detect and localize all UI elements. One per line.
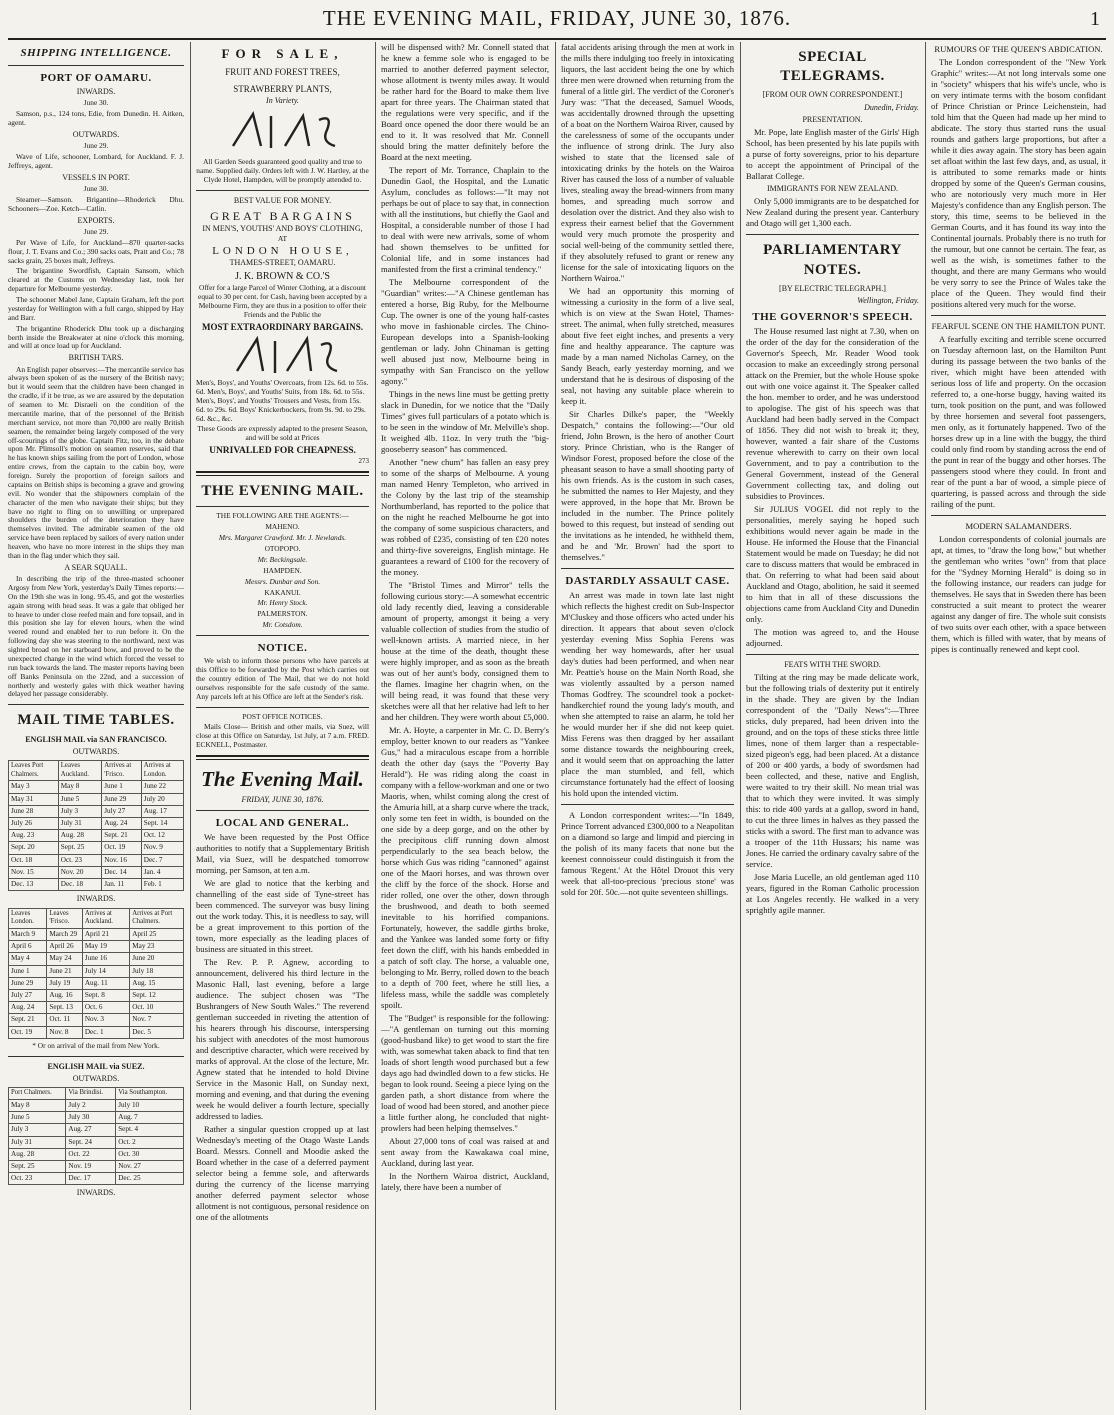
table-row bbox=[9, 1161, 184, 1173]
table-row bbox=[9, 1173, 184, 1185]
shipping-paragraph: The brigantine Rhoderick Dhu took up a discharging berth inside the Breakwater at nine o'clock this morning, and will at once load up for Auckland. bbox=[8, 323, 184, 351]
table-cell: Jan. 11 bbox=[102, 879, 142, 891]
handwritten-mark bbox=[196, 106, 369, 158]
sf-inwards-table bbox=[8, 908, 184, 1039]
inwards-date: June 30. bbox=[83, 98, 109, 108]
table-header-cell: Leaves Port Chalmers. bbox=[9, 760, 59, 780]
table-header-cell: Arrives at London. bbox=[141, 760, 183, 780]
parliamentary-sub: [BY ELECTRIC TELEGRAPH.] bbox=[779, 283, 886, 293]
table-row bbox=[9, 1099, 184, 1111]
inwards-text: Samson, p.s., 124 tons, Edie, from Dunedin. H. Aitken, agent. bbox=[8, 109, 184, 128]
fruit-trees-label: FRUIT AND FOREST TREES, bbox=[225, 66, 340, 77]
agent-name: Mr. Henry Stock. bbox=[257, 598, 308, 608]
outwards-date: June 29. bbox=[83, 141, 109, 151]
vessels-heading: VESSELS IN PORT. bbox=[62, 172, 130, 182]
vogel-text: Sir JULIUS VOGEL did not reply to the personalities, merely saying he hoped such exhibitions would never again be made in the House. He informed the House that the Financial Statement would be made on Tuesday; he did not care to discuss matters that would be embraced in that. On referring to what had been said about Auckland and Otago, abolition, he said it seemed to him that in all of these discussions the objections came from Auckland City and Dunedin only. bbox=[746, 504, 919, 625]
article-paragraph: Mr. A. Hoyte, a carpenter in Mr. C. D. Berry's employ, better known to our readers as "Yankee Gus," had a miraculous escape from a horrible death the other day (says the "Poverty Bay Herald"). He was riding along the coast in company with a fellow-workman and one or two Maoris, when, whilst coming along the crest of the Amuria hill, at a sharp curve where the track, only some ten feet in width, is bounded on the one side by a deep gorge, and on the other by the precipitous cliff running down almost perpendicularly to the sea beach below, the horse which Gus was riding "cannoned" against one of the Maori horses, and was thrown over the cliff by the force of the shock. Horse and rider rolled, one over the other, down through the brushwood, and death to both seemed inevitable to his horrified companions. Fortunately, however, the saddle girths broke, and the Yankee was landed some forty or fifty feet down the cliff, with his hands embedded in a patch of soft clay. The horse, a valuable one, belonging to Mr. Berry, rolled down to the beach to a depth of 700 feet, where he still lies, a lifeless mass, while the saddle was completely spoilt. bbox=[381, 725, 549, 1010]
agent-place: MAHENO. bbox=[265, 522, 300, 532]
column-divider bbox=[190, 42, 191, 1410]
table-cell: Dec. 7 bbox=[141, 854, 183, 866]
table-cell: Oct. 10 bbox=[130, 1002, 184, 1014]
table-cell: Aug. 15 bbox=[130, 977, 184, 989]
local-general-heading: LOCAL AND GENERAL. bbox=[215, 817, 350, 830]
divider bbox=[8, 1056, 184, 1057]
table-cell: Sept. 8 bbox=[82, 990, 129, 1002]
table-cell: April 21 bbox=[82, 928, 129, 940]
table-cell: Nov. 20 bbox=[58, 866, 101, 878]
agent-name: Messrs. Dunbar and Son. bbox=[244, 576, 321, 586]
table-cell: June 22 bbox=[141, 781, 183, 793]
table-cell: Nov. 16 bbox=[102, 854, 142, 866]
lucelle-text: Jose Maria Lucelle, an old gentleman aged 110 years, figured in the Roman Catholic procession at Los Angeles recently. He walked in a very sprightly agile manner. bbox=[746, 872, 919, 916]
table-cell: Oct. 18 bbox=[9, 854, 59, 866]
table-cell: Nov. 9 bbox=[141, 842, 183, 854]
agent-place: HAMPDEN. bbox=[263, 565, 302, 575]
table-cell: July 30 bbox=[66, 1112, 116, 1124]
table-cell: Oct. 19 bbox=[102, 842, 142, 854]
brown-co-heading: J. K. BROWN & CO.'S bbox=[235, 271, 330, 283]
table-row bbox=[9, 1136, 184, 1148]
exports-date: June 29. bbox=[83, 226, 109, 236]
diamond-text: A London correspondent writes:—"In 1849, Prince Torrent advanced £300,000 to a Neapolitan on a diamond so large and limpid and piercing in the polish of its many facets that none but the keenest connoisseur could distinguish it from the famous 'Regent.' At the Hôtel Drouot this very week that all-too-precious 'precious stone' was sold for 20f. 50c.—not quite seventeen shillings. bbox=[561, 810, 734, 898]
table-cell: June 29 bbox=[9, 977, 47, 989]
table-row bbox=[9, 941, 184, 953]
table-row bbox=[9, 928, 184, 940]
table-cell: June 29 bbox=[102, 793, 142, 805]
table-cell: June 28 bbox=[9, 805, 59, 817]
rumours-text: The London correspondent of the "New York Graphic" writes:—At not long intervals some one in "society" whispers that his wife's uncle, who is on very intimate terms with the bosom confidant of Prince Christian or Prince Leichenstein, had told him that the Queen had made up her mind to abdicate. The story thus started runs the usual rounds and gathers large proportions, but after a while it dies away again. The story has been again set afloat within the last few days, and, as usual, it is attributed to some remarks made or hints dropped by some of the Queen's German cousins, who are notoriously very much more in Her Majesty's confidence than any English person. The story, this time, seems to be believed in the German Courts, and it has found its way into the Continental journals. Probably there is no truth for the rumour, but one cannot be certain. The fear, as well as the wish, is sometimes father to the thought, and there are many Germans who would be very sorry to see the Prince of Wales take the place of the Queen. They would find their positions altered very much for the worse. bbox=[931, 57, 1106, 309]
table-cell: May 19 bbox=[82, 941, 129, 953]
masthead-rule bbox=[8, 38, 1106, 40]
wellington-dateline: Wellington, Friday. bbox=[857, 295, 919, 305]
motion-text: The motion was agreed to, and the House adjourned. bbox=[746, 627, 919, 649]
table-cell: Nov. 15 bbox=[9, 866, 59, 878]
table-cell: July 31 bbox=[9, 1136, 66, 1148]
mens-clothing-line: IN MEN'S, YOUTHS' AND BOYS' CLOTHING, bbox=[202, 224, 363, 234]
salamanders-text: London correspondents of colonial journals are apt, at times, to "draw the long bow," but whether the gentleman who writes "own" from that place for the "Sydney Morning Herald" is doing so in the following instance, our readers can judge for themselves. He says that in Sweden there has been constructed a suit meant to protect the wearer against any danger of fire. The whole suit consists of two suits over each other, with a space between them, which is filled with water, that by means of pipes is continually renewed and kept cool. bbox=[931, 534, 1106, 654]
table-row bbox=[9, 781, 184, 793]
divider bbox=[931, 515, 1106, 516]
table-cell: Sept. 24 bbox=[66, 1136, 116, 1148]
shipping-paragraph: The schooner Mabel Jane, Captain Graham, left the port yesterday for Wellington with a full cargo, shipped by Hay and Barr. bbox=[8, 295, 184, 322]
table-row bbox=[9, 866, 184, 878]
table-header-cell: Port Chalmers. bbox=[9, 1088, 66, 1100]
table-cell: Dec. 18 bbox=[58, 879, 101, 891]
table-row bbox=[9, 1148, 184, 1160]
prices-text: Men's, Boys', and Youths' Overcoats, from 12s. 6d. to 55s. 6d. Men's, Boys', and Youths' Suits, from 18s. 6d. to 55s. Men's, Boys', and Youths' Trousers and Vests, from 15s. 6d. to 29s. 6d. Boys' Knickerbockers, from 9s. 9d. to 29s. 6d. &c., &c. bbox=[196, 378, 369, 423]
agent-name: Mrs. Margaret Crawford. Mr. J. Newlands. bbox=[218, 533, 347, 543]
sf-inwards-heading: INWARDS. bbox=[76, 894, 116, 904]
table-header-cell: Arrives at Auckland. bbox=[82, 908, 129, 928]
presentation-text: Mr. Pope, late English master of the Girls' High School, has been presented by his late pupils with a purse of forty sovereigns, prior to his departure to accept the appointment of Principal of the Ballarat College. bbox=[746, 127, 919, 182]
gothic-masthead: The Evening Mail. bbox=[201, 767, 364, 792]
table-cell: Dec. 13 bbox=[9, 879, 59, 891]
table-cell: Oct. 12 bbox=[141, 830, 183, 842]
table-cell: Aug. 17 bbox=[141, 805, 183, 817]
divider bbox=[196, 471, 369, 476]
immigrants-heading: IMMIGRANTS FOR NEW ZEALAND. bbox=[767, 184, 898, 194]
at-line: AT bbox=[277, 234, 288, 244]
divider bbox=[196, 810, 369, 811]
table-row bbox=[9, 805, 184, 817]
table-cell: July 3 bbox=[9, 1124, 66, 1136]
telegrams-heading: SPECIAL TELEGRAMS. bbox=[780, 49, 885, 85]
outwards-heading: OUTWARDS. bbox=[72, 130, 120, 140]
divider bbox=[746, 654, 919, 655]
london-house-heading: LONDON HOUSE, bbox=[212, 244, 353, 257]
table-header-cell: Arrives at Port Chalmers. bbox=[130, 908, 184, 928]
divider bbox=[196, 506, 369, 507]
table-cell: Sept. 21 bbox=[102, 830, 142, 842]
article-paragraph: Sir Charles Dilke's paper, the "Weekly Despatch," contains the following:—"Our old friend, John Brown, is the hero of another Court story. Prince Christian, who is the Ranger of Windsor Forest, proposed before the close of the pheasant season to have a small shooting party of his own friends. As is the custom in such cases, he submitted the names to Her Majesty, and they were approved, in the hope that Mr. Brown be included in the number. The Prince politely bowed to this request, but instead of sending out the invitations as he intended, he withheld them, and he and 'Mr. Brown' had the sport to themselves." bbox=[561, 409, 734, 562]
table-cell: June 21 bbox=[47, 965, 82, 977]
agent-place: OTOPOPO. bbox=[264, 544, 301, 554]
exports-text: Per Wave of Life, for Auckland—870 quarter-sacks flour, J. T. Evans and Co.; 390 sacks oats, Pratt and Co.; 78 sacks grain, 25 boxes malt, Jeffreys. bbox=[8, 237, 184, 265]
brown-text: Offer for a large Parcel of Winter Clothing, at a discount equal to 30 per cent. for Cash, having been accepted by a Melbourne Firm, they are thus in a position to offer their Friends and the Public the bbox=[198, 283, 367, 319]
divider bbox=[8, 65, 184, 66]
table-row bbox=[9, 1014, 184, 1026]
article-paragraph: The "Budget" is responsible for the following:—"A gentleman on turning out this morning (good-husband like) to get wood to start the fire with, was somewhat taken aback to find that ten loads of short length wood purchased but a few days ago had dwindled down to a few sticks. He began to look round. Seeing a piece lying on the garden path, a short distance from where the load of wood had been stored, and another piece a little further along, he concluded that night-prowlers had been helping themselves." bbox=[381, 1013, 549, 1133]
table-cell: April 25 bbox=[130, 928, 184, 940]
table-cell: Sept. 13 bbox=[47, 1002, 82, 1014]
strawberry-label: STRAWBERRY PLANTS, bbox=[233, 84, 332, 95]
governor-text: The House resumed last night at 7.30, when on the order of the day for the consideration of the Governor's Speech, Mr. Reader Wood took occasion to make an exceedingly strong personal attack on the Premier, but the whole House spoke out with one voice against it. The Speaker called the hon. member to order, and he was understood to apologise. The gist of his speech was that Auckland had been badly served in the Compact of 1856. They did not wish to break it; they, however, wanted a fair share of the Customs revenue wherewith to carry on their own local Government, and to pay a contribution to the General Government, instead of the General Government collecting tax, and doling out subsidies to Provinces. bbox=[746, 326, 919, 502]
table-header-cell: Leaves 'Frisco. bbox=[47, 908, 82, 928]
table-cell: Sept. 12 bbox=[130, 990, 184, 1002]
divider bbox=[931, 315, 1106, 316]
table-cell: July 27 bbox=[9, 990, 47, 1002]
article-paragraph: The Melbourne correspondent of the "Guardian" writes:—"A Chinese gentleman has entered a horse, Big Ruby, for the Melbourne Cup. The owner is one of the young half-castes who move in fashionable circles. The Chino-European develops into a Spanish-looking gentleman or lady. John Chinaman is getting well abused just now, Melbourne being in sympathy with San Francisco on the yellow agony." bbox=[381, 277, 549, 386]
column-6 bbox=[931, 42, 1106, 1410]
sword-heading: FEATS WITH THE SWORD. bbox=[784, 660, 881, 670]
table-cell: Sept. 20 bbox=[9, 842, 59, 854]
suez-mail-heading: ENGLISH MAIL via SUEZ. bbox=[47, 1061, 145, 1071]
column-divider bbox=[375, 42, 376, 1410]
table-header-cell: Leaves London. bbox=[9, 908, 47, 928]
table-cell: May 8 bbox=[58, 781, 101, 793]
sea-squall-heading: A SEAR SQUALL. bbox=[64, 562, 128, 572]
table-row bbox=[9, 1002, 184, 1014]
table-cell: Nov. 7 bbox=[130, 1014, 184, 1026]
post-notice-text: Mails Close— British and other mails, via Suez, will close at this Office on Saturday, 1st July, at 7 a.m. FRED. ECKNELL, Postmaster. bbox=[196, 722, 369, 750]
table-cell: May 31 bbox=[9, 793, 59, 805]
table-cell: Aug. 24 bbox=[9, 1002, 47, 1014]
divider bbox=[196, 755, 369, 760]
column-divider bbox=[555, 42, 556, 1410]
article-paragraph: The "Bristol Times and Mirror" tells the following curious story:—A somewhat eccentric old lady recently died, leaving a considerable amount of property, amongst it being a very valuable collection of studies from the studio of well-known artists. A married niece, in her house at the time of the death, thought these were highly improper, and as soon as the breath was out of her aunt's body, consigned them to the flames. Imagine her chagrin when, on the will being read, it was found that these very sketches were all that her relative had left to her and her children. They were worth about £5,000. bbox=[381, 580, 549, 722]
table-row bbox=[9, 830, 184, 842]
table-cell: Dec. 5 bbox=[130, 1026, 184, 1038]
outwards-text: Wave of Life, schooner, Lombard, for Auckland. F. J. Jeffreys, agent. bbox=[8, 152, 184, 170]
salamanders-heading: MODERN SALAMANDERS. bbox=[965, 521, 1072, 531]
assault-text: An arrest was made in town late last night which reflects the highest credit on Sub-Inspector M'Cluskey and those officers who acted under his direction. It appears that about seven o'clock yesterday evening Miss Sophia Ferens was wending her way homewards, after her usual day's duties had been performed, and when near Mr. Peattie's house on the Main North Road, she was violently assaulted by a person named Thomas Godfrey. The scoundrel took a pocket-handkerchief round the young lady's mouth, and when she attempted to raise an alarm, he told her he would murder her if she did not keep quiet. Miss Ferens was then dragged by her assailant some distance towards the neighbouring creek, and it would seem that on approaching the latter place the man stumbled, and fell, which circumstance fortunately had the effect of loosing his hold upon the intended victim. bbox=[561, 590, 734, 799]
article-paragraph: Another "new chum" has fallen an easy prey to some of the sharps of Melbourne. A young man named Henry Templeton, who arrived in the Colony by the last trip of the steamship Northumberland, has reported to the police that on the night he reached Melbourne he got into the company of some suspicious characters, and was robbed of £235, consisting of ten £20 notes and thirty-five sovereigns, English mintage. He guarantees a reward of £100 for the recovery of the money. bbox=[381, 457, 549, 577]
sf-mail-heading: ENGLISH MAIL via SAN FRANCISCO. bbox=[25, 734, 167, 744]
table-cell: Sept. 21 bbox=[9, 1014, 47, 1026]
page-number-mark: 1 bbox=[1090, 8, 1100, 30]
table-cell: March 9 bbox=[9, 928, 47, 940]
table-cell: May 23 bbox=[130, 941, 184, 953]
table-cell: July 31 bbox=[58, 818, 101, 830]
governor-heading: THE GOVERNOR'S SPEECH. bbox=[752, 311, 913, 324]
exports-heading: EXPORTS. bbox=[77, 215, 115, 225]
table-row bbox=[9, 1112, 184, 1124]
table-cell: Oct. 6 bbox=[82, 1002, 129, 1014]
best-value-line: BEST VALUE FOR MONEY. bbox=[233, 195, 332, 205]
agent-name: Mr. Cotsdom. bbox=[262, 620, 303, 630]
table-row bbox=[9, 977, 184, 989]
column-5 bbox=[746, 42, 919, 1410]
column-1 bbox=[8, 42, 184, 1410]
table-row bbox=[9, 965, 184, 977]
notice-text: We wish to inform those persons who have parcels at this Office to be forwarded by the Post which carries out the country edition of The Mail, that we do not hold ourselves responsible for the safe custody of the same. Any parcels left at his Office are left at the Sender's risk. bbox=[196, 656, 369, 701]
strawberry-sub: In Variety. bbox=[266, 95, 299, 105]
for-sale-heading: FOR SALE, bbox=[221, 46, 344, 61]
column-3 bbox=[381, 42, 549, 1410]
british-tars-text: An English paper observes:—The mercantile service has always been spoken of as the nursery of the British navy; but it would seem that the children have been changed in the cradle, if it be true, as we are assured by the deputation of seamen to Mr. Disraeli on the condition of the mercantile marine, that of the personnel of the British merchant service, not more than 70,000 are really British seamen, the remainder being largely composed of the very off-scourings of the globe. Captain Fitz, too, in the debate upon Mr. Plimsoll's motion on seamen reserves, said that he has known ships sailing from the port of London, whose entire crews, from the captain to the cabin boy, were foreign. Surely the proportion of foreign sailors and captains on British ships is becoming a grave and growing evil. No wonder that the shipowners complain of the character of the men who navigate their ships; but they have no right to fling on to unwilling or unprepared shoulders the burden of the deterioration they have themselves invited. The admirable seamen of the old service have been replaced by sailors of every nation under heaven, who have no more interest in the ships they man than in the flag under which they sail. bbox=[8, 364, 184, 560]
table-cell: Sept. 25 bbox=[58, 842, 101, 854]
table-row bbox=[9, 990, 184, 1002]
divider bbox=[196, 635, 369, 636]
article-paragraph: Things in the news line must be getting pretty slack in Dunedin, for we notice that the "Daily Times" gives full particulars of a potato which is to be seen in the window of Mr. Melville's shop. It weighed 4lb. 11oz. In very truth the "big-gooseberry season" has commenced. bbox=[381, 389, 549, 454]
agents-list bbox=[196, 512, 369, 630]
rumours-heading: RUMOURS OF THE QUEEN'S ABDICATION. bbox=[934, 44, 1103, 54]
table-header-cell: Via Brindisi. bbox=[66, 1088, 116, 1100]
local-paragraph: We have been requested by the Post Office authorities to notify that a Supplementary British Mail, via Suez, will be despatched tomorrow morning, per Samson, at ten a.m. bbox=[196, 832, 369, 876]
vessels-text: Steamer—Samson. Brigantine—Rhoderick Dhu. Schooners—Zoe. Ketch—Catlin. bbox=[8, 194, 184, 213]
seeds-text: All Garden Seeds guaranteed good quality and true to name. Supplied daily. Orders left with J. W. Hartley, at the Clyde Hotel, Hampden, will be promptly attended to. bbox=[196, 156, 369, 184]
table-cell: May 4 bbox=[9, 953, 47, 965]
evening-mail-heading: THE EVENING MAIL. bbox=[201, 483, 364, 500]
telegrams-sub: [FROM OUR OWN CORRESPONDENT.] bbox=[762, 90, 903, 100]
table-row bbox=[9, 854, 184, 866]
table-row bbox=[9, 953, 184, 965]
extraordinary-heading: MOST EXTRAORDINARY BARGAINS. bbox=[202, 321, 363, 332]
table-cell: Aug. 23 bbox=[9, 830, 59, 842]
shipping-heading: SHIPPING INTELLIGENCE. bbox=[20, 47, 172, 59]
masthead-title: THE EVENING MAIL, FRIDAY, JUNE 30, 1876. bbox=[322, 6, 792, 30]
table-cell: July 19 bbox=[47, 977, 82, 989]
table-cell: June 1 bbox=[102, 781, 142, 793]
local-paragraph: We are glad to notice that the kerbing and channelling of the east side of Tyne-street has been commenced. The surveyor was busy lining out the work today. This, it is needless to say, will be a great improvement to this portion of the town, more especially as the leading places of business are situated in this street. bbox=[196, 878, 369, 955]
table-cell: Oct. 22 bbox=[66, 1148, 116, 1160]
table-cell: Jan. 4 bbox=[141, 866, 183, 878]
table-cell: Dec. 14 bbox=[102, 866, 142, 878]
table-cell: Aug. 16 bbox=[47, 990, 82, 1002]
agents-intro: THE FOLLOWING ARE THE AGENTS:— bbox=[216, 511, 349, 521]
table-cell: May 24 bbox=[47, 953, 82, 965]
table-header-cell: Via Southampton. bbox=[116, 1088, 184, 1100]
suez-inwards-heading: INWARDS. bbox=[76, 1188, 116, 1198]
local-paragraph: Rather a singular question cropped up at last Wednesday's meeting of the Otago Waste Lands Board. Messrs. Connell and Moodie asked the Board whether in the case of a deferred payment selector being a femme sole, and afterwards during the currency of the license marrying another deferred payment selector whose allotment is not contiguous, personal residence on one of the allotments bbox=[196, 1124, 369, 1223]
table-cell: July 10 bbox=[116, 1099, 184, 1111]
sword-text: Tilting at the ring may be made delicate work, but the following trials of dexterity put it entirely in the shade. They are given by the Indian correspondent of the "Daily News":—Three sticks, duly prepared, had been driven into the ground, and on the tops of these sticks three little limes, none of them larger than a respectable-sized pigeon's egg, had been placed. At a distance of 200 or 400 yards, a body of swordsmen had been collected, and these, native and English, were waited to try their skill. No mean trial was that to which they were invited. It was simply this: to ride 400 yards at a gallop, sword in hand, to cut the three limes in halves as they passed the sticks with a sword. The first man to advance was a trooper of the 11th Hussars; his name was Jones. He carried the ordinary cavalry sabre of the service. bbox=[746, 672, 919, 870]
thames-street-line: THAMES-STREET, OAMARU. bbox=[229, 258, 336, 268]
table-header-cell: Arrives at 'Frisco. bbox=[102, 760, 142, 780]
agent-place: PALMERSTON. bbox=[257, 609, 308, 619]
fruit-trees-advert bbox=[196, 46, 369, 185]
table-cell: Nov. 3 bbox=[82, 1014, 129, 1026]
column-divider bbox=[740, 42, 741, 1410]
table-cell: Oct. 11 bbox=[47, 1014, 82, 1026]
dunedin-dateline: Dunedin, Friday. bbox=[864, 102, 919, 112]
table-cell: Dec. 17 bbox=[66, 1173, 116, 1185]
table-cell: July 20 bbox=[141, 793, 183, 805]
table-cell: Oct. 30 bbox=[116, 1148, 184, 1160]
immigrants-text: Only 5,000 immigrants are to be despatched for New Zealand during the present year. Canterbury and Otago will get 1,300 each. bbox=[746, 196, 919, 229]
suez-outwards-heading: OUTWARDS. bbox=[72, 1074, 120, 1083]
table-row bbox=[9, 842, 184, 854]
table-cell: Sept. 4 bbox=[116, 1124, 184, 1136]
table-cell: March 29 bbox=[47, 928, 82, 940]
table-cell: Aug. 24 bbox=[102, 818, 142, 830]
table-cell: Oct. 23 bbox=[9, 1173, 66, 1185]
presentation-heading: PRESENTATION. bbox=[802, 114, 863, 124]
table-cell: Aug. 28 bbox=[9, 1148, 66, 1160]
goods-text: These Goods are expressly adapted to the present Season, and will be sold at Prices bbox=[197, 424, 368, 443]
table-cell: Dec. 1 bbox=[82, 1026, 129, 1038]
advert-number: 273 bbox=[358, 457, 369, 466]
sf-outwards-heading: OUTWARDS. bbox=[72, 746, 120, 756]
table-cell: July 3 bbox=[58, 805, 101, 817]
column-4 bbox=[561, 42, 734, 1410]
fearful-text: A fearfully exciting and terrible scene occurred on Tuesday afternoon last, on the Hamilton Punt during its passage between the two banks of the river, which might have been attended with serious loss of life and property. On the occasion referred to, a one-horse buggy, having waited its turn, took position on the punt, and was followed by three horsemen and several foot passengers, men only, as it fortunately happened. Two of the horses drew up in a line with the buggy, the third could only find room by standing across the end of the punt in rear of the buggy and other horses. The passengers stood where they could. In front and rear of the punt a bar of wood, a simple piece of quartering, is passed across and through the side railing of the punt. bbox=[931, 334, 1106, 509]
column-divider bbox=[925, 42, 926, 1410]
table-row bbox=[9, 1124, 184, 1136]
table-row bbox=[9, 818, 184, 830]
suez-outwards-table bbox=[8, 1087, 184, 1185]
handwritten-mark bbox=[196, 333, 369, 379]
table-cell: Dec. 25 bbox=[116, 1173, 184, 1185]
article-paragraph: In the Northern Wairoa district, Auckland, lately, there have been a number of bbox=[381, 1171, 549, 1192]
sf-note: * Or on arrival of the mail from New York. bbox=[32, 1040, 160, 1050]
article-paragraph: will be dispensed with? Mr. Connell stated that he knew a femme sole who is engaged to be married to another deferred payment selector, whose allotment is twenty miles away. It would be rather hard for the Board to make them live apart for three years. The Chairman stated that the regulations were very specific, and if the Board once opened the door there would be an end to it. It was resolved that Mr. Connell should bring the matter definitely before the Board at the next meeting. bbox=[381, 42, 549, 162]
great-bargains-heading: GREAT BARGAINS bbox=[210, 208, 355, 223]
inwards-heading: INWARDS. bbox=[76, 87, 116, 97]
divider bbox=[8, 704, 184, 705]
table-row bbox=[9, 1026, 184, 1038]
table-header-cell: Leaves Auckland. bbox=[58, 760, 101, 780]
divider bbox=[561, 804, 734, 805]
vessels-date: June 30. bbox=[83, 184, 109, 194]
table-cell: June 5 bbox=[9, 1112, 66, 1124]
article-paragraph: About 27,000 tons of coal was raised at and sent away from the Kawakawa coal mine, Auckland, during last year. bbox=[381, 1136, 549, 1168]
table-cell: July 14 bbox=[82, 965, 129, 977]
table-row bbox=[9, 879, 184, 891]
divider bbox=[196, 707, 369, 708]
dateline: FRIDAY, JUNE 30, 1876. bbox=[241, 794, 324, 804]
clothing-advert bbox=[196, 196, 369, 467]
table-cell: Feb. 1 bbox=[141, 879, 183, 891]
table-cell: July 2 bbox=[66, 1099, 116, 1111]
divider bbox=[196, 190, 369, 191]
table-cell: July 26 bbox=[9, 818, 59, 830]
article-paragraph: The report of Mr. Torrance, Chaplain to the Dunedin Gaol, the Hospital, and the Lunatic Asylum, concludes as follows:—"It may not perhaps be out of place to say that, in connection with all the institutions, but chiefly the Gaol and Hospital, a considerable number of those I had to deal with were new arrivals, some of whom had shown themselves to be unfitted for Colonial life, and in some instances had manifested from the first a criminal tendency." bbox=[381, 165, 549, 274]
table-cell: Nov. 27 bbox=[116, 1161, 184, 1173]
fearful-heading: FEARFUL SCENE ON THE HAMILTON PUNT. bbox=[931, 321, 1106, 331]
table-cell: Sept. 14 bbox=[141, 818, 183, 830]
table-cell: Aug. 28 bbox=[58, 830, 101, 842]
table-cell: Oct. 23 bbox=[58, 854, 101, 866]
sea-squall-text: In describing the trip of the three-masted schooner Argosy from New York, yesterday's Daily Times reports:—On the 19th she was in long. 95.45, and got the westerlies again strong with head seas. It was a gale that obliged her to heave to under close reefed main and fore topsail, and in this position she lay for eleven hours, when the wind veered round and enabled her to run before it. On the following day she was steering to the northward, next was sighted broad on her starboard bow, and proved to be the unexpected change in the wind which forced the vessel to run back towards the land. The master reports having been off Banks Peninsula on the 22nd, and a succession of northerly and westerly gales with thick weather having delayed her passage considerably. bbox=[8, 574, 184, 699]
table-cell: Aug. 27 bbox=[66, 1124, 116, 1136]
divider bbox=[561, 568, 734, 569]
article-paragraph: fatal accidents arising through the men at work in the mills there indulging too freely in intoxicating liquors, the last accident being the one by which three men were drowned when returning from the funeral of a little girl. The verdict of the Coroner's Jury was: "That the deceased, Samuel Woods, was accidentally drowned through the upsetting of a boat on the Northern Wairoa River, caused by the carelessness of some of the occupants under the influence of strong drink. The Jury also wished to state that the licensed sale of intoxicating drinks by the hotels on the Wairoa River has caused the loss of a number of valuable lives, stealing away the bread-winners from many homes, and spreading much sorrow and desolation over the district. And they also wish to express their earnest belief that the Government would very much promote the prosperity and social well-being of the community settled there, if they absolutely refused to grant or renew any license for the sale of intoxicating liquors on the Northern Wairoa." bbox=[561, 42, 734, 283]
column-2 bbox=[196, 42, 369, 1410]
table-cell: June 1 bbox=[9, 965, 47, 977]
assault-heading: DASTARDLY ASSAULT CASE. bbox=[565, 575, 730, 587]
table-cell: Nov. 8 bbox=[47, 1026, 82, 1038]
post-notice-heading: POST OFFICE NOTICES. bbox=[242, 711, 323, 721]
table-cell: May 3 bbox=[9, 781, 59, 793]
table-cell: July 18 bbox=[130, 965, 184, 977]
agent-name: Mr. Beckingsale. bbox=[257, 554, 308, 564]
table-cell: June 16 bbox=[82, 953, 129, 965]
table-cell: Aug. 11 bbox=[82, 977, 129, 989]
table-cell: June 5 bbox=[58, 793, 101, 805]
table-cell: Sept. 25 bbox=[9, 1161, 66, 1173]
table-cell: Nov. 19 bbox=[66, 1161, 116, 1173]
port-heading: PORT OF OAMARU. bbox=[40, 72, 152, 85]
table-cell: May 8 bbox=[9, 1099, 66, 1111]
mail-tables-heading: MAIL TIME TABLES. bbox=[17, 712, 175, 729]
article-paragraph: We had an opportunity this morning of witnessing a curiosity in the form of a live seal, which is on view at the Swan Hotel, Thames-street. The animal, when fully stretched, measures about five feet eight inches, and presents a very fine and healthy appearance. The capture was made by a man named Nicholas Carney, on the Sandy Beach, early yesterday morning, and we understand that he is desirous of disposing of the seal, not having any suitable place wherein to keep it. bbox=[561, 286, 734, 406]
table-cell: April 6 bbox=[9, 941, 47, 953]
table-cell: Oct. 2 bbox=[116, 1136, 184, 1148]
british-tars-heading: BRITISH TARS. bbox=[68, 353, 124, 363]
sf-outwards-table bbox=[8, 760, 184, 891]
agent-place: KAKANUI. bbox=[264, 587, 301, 597]
divider bbox=[746, 234, 919, 235]
notice-heading: NOTICE. bbox=[257, 642, 308, 655]
unrivalled-heading: UNRIVALLED FOR CHEAPNESS. bbox=[209, 446, 356, 457]
table-cell: Aug. 7 bbox=[116, 1112, 184, 1124]
table-cell: June 20 bbox=[130, 953, 184, 965]
local-paragraph: The Rev. P. P. Agnew, according to announcement, delivered his third lecture in the Masonic Hall, last evening, before a large audience. The subject chosen was "The Bushrangers of New South Wales." The reverend gentleman succeeded in riveting the attention of his hearers through his discourse, interspersing his subject with anecdotes of the most humorous and descriptive character, which were received by marks of approval. At the close of the lecture, Mr. Agnew stated that he intended to hold Divine Service in the Masonic Hall, on Sunday next, morning and evening, and that during the evening week he would deliver a fourth lecture, specially addressed to ladies. bbox=[196, 957, 369, 1122]
table-cell: April 26 bbox=[47, 941, 82, 953]
table-cell: Oct. 19 bbox=[9, 1026, 47, 1038]
table-cell: July 27 bbox=[102, 805, 142, 817]
shipping-paragraph: The brigantine Swordfish, Captain Sansom, which cleared at the Customs on Wednesday last, took her departure for Melbourne yesterday. bbox=[8, 266, 184, 294]
parliamentary-heading: PARLIAMENTARY NOTES. bbox=[763, 242, 902, 278]
table-row bbox=[9, 793, 184, 805]
